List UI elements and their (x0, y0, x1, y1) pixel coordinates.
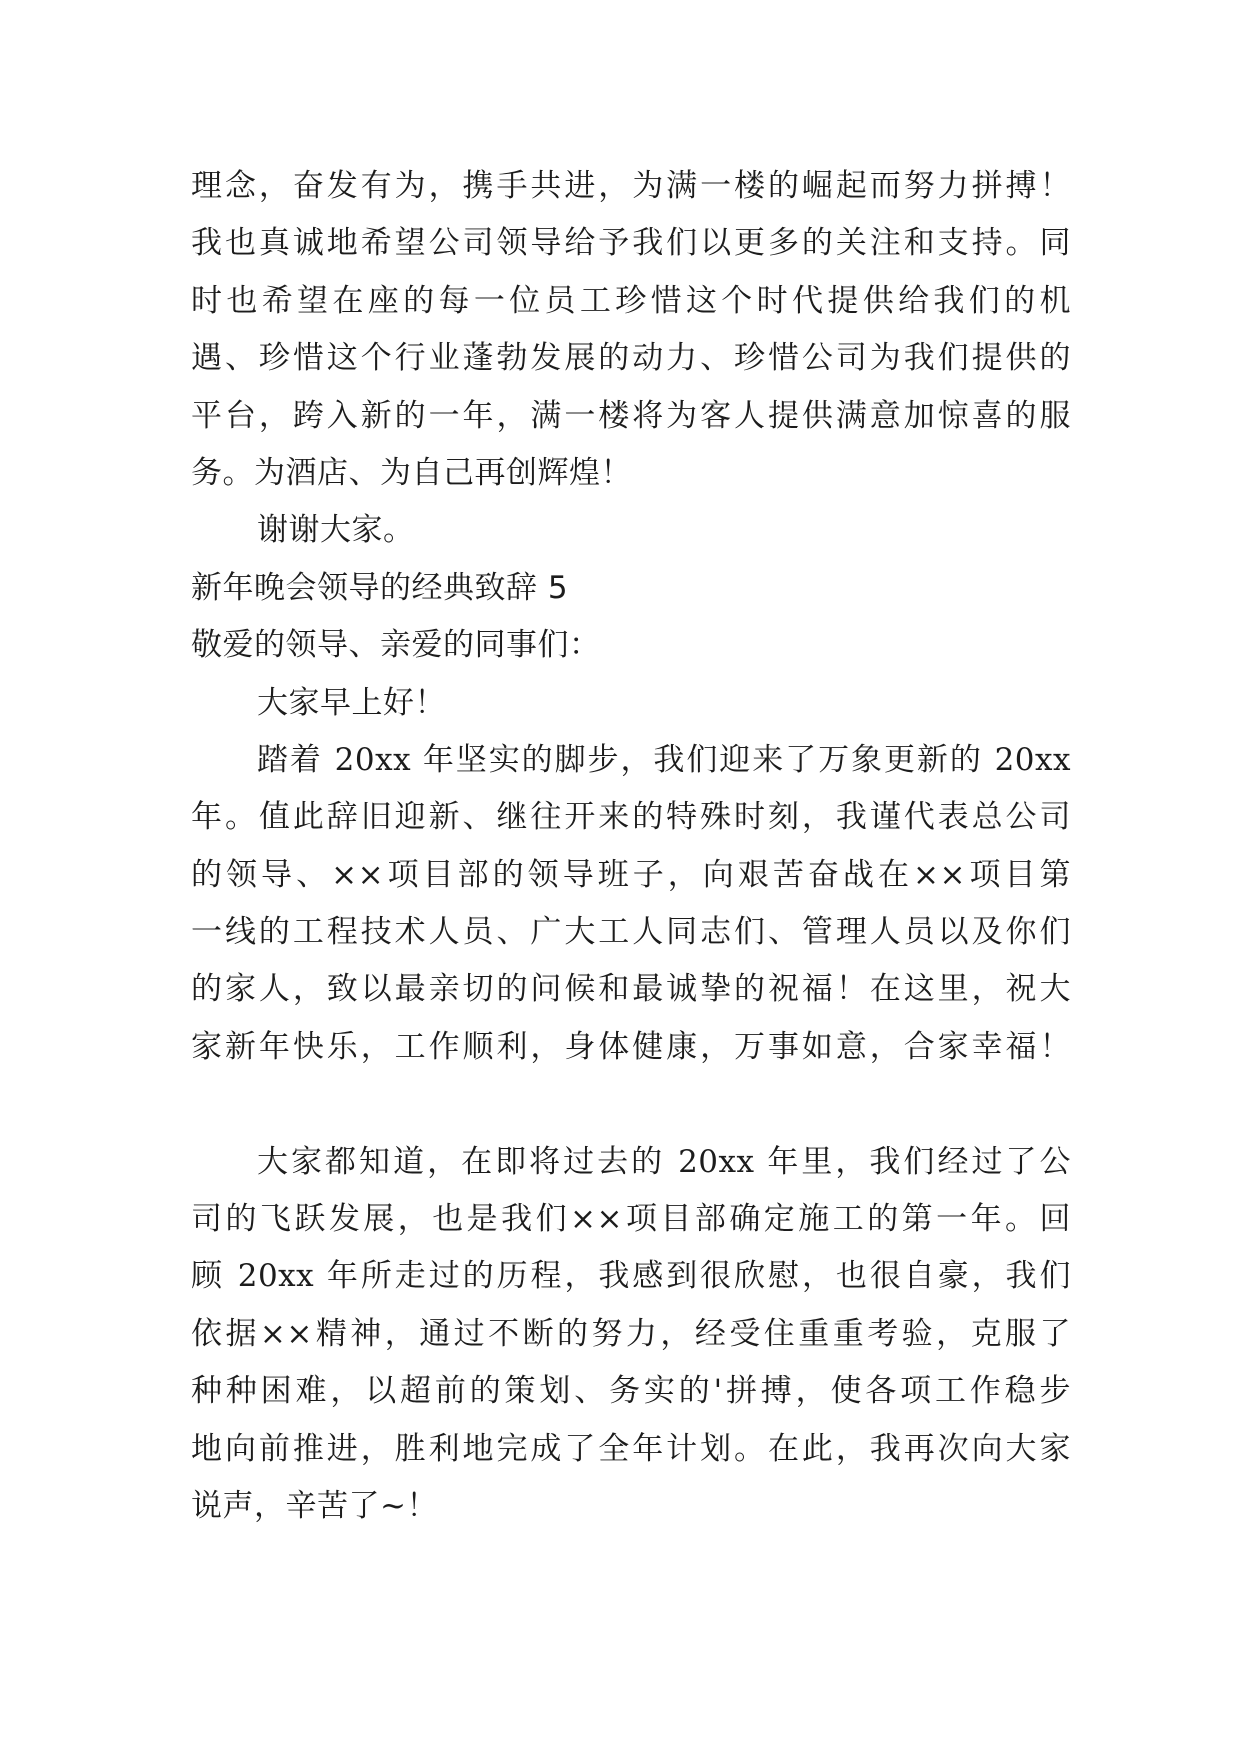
text-line: 踏着 20xx 年坚实的脚步，我们迎来了万象更新的 20xx (257, 741, 1071, 778)
blank-line (191, 1076, 1071, 1133)
text-line: 地向前推进，胜利地完成了全年计划。在此，我再次向大家 (191, 1430, 1071, 1467)
salutation: 敬爱的领导、亲爱的同事们： (191, 627, 601, 664)
greeting: 大家早上好！ (257, 684, 446, 721)
text-line: 遇、珍惜这个行业蓬勃发展的动力、珍惜公司为我们提供的 (191, 340, 1071, 377)
paragraph-closing (191, 158, 1071, 502)
paragraph-new-year (191, 732, 1071, 1076)
text-line: 家新年快乐，工作顺利，身体健康，万事如意，合家幸福！ (191, 1028, 1071, 1065)
text-line: 司的飞跃发展，也是我们××项目部确定施工的第一年。回 (191, 1201, 1071, 1238)
thanks-line: 谢谢大家。 (257, 512, 415, 549)
text-line: 的家人，致以最亲切的问候和最诚挚的祝福！在这里，祝大 (191, 971, 1071, 1008)
text-line: 说声，辛苦了~！ (191, 1487, 438, 1524)
text-line: 顾 20xx 年所走过的历程，我感到很欣慰，也很自豪，我们 (191, 1258, 1071, 1295)
text-line: 理念，奋发有为，携手共进，为满一楼的崛起而努力拼搏！ (191, 168, 1071, 204)
text-line: 大家都知道，在即将过去的 20xx 年里，我们经过了公 (257, 1143, 1071, 1180)
paragraph-review (191, 1134, 1071, 1536)
text-line: 时也希望在座的每一位员工珍惜这个时代提供给我们的机 (191, 282, 1071, 319)
document-body (191, 158, 1071, 1535)
text-line: 平台，跨入新的一年，满一楼将为客人提供满意加惊喜的服 (191, 397, 1071, 434)
text-line: 务。为酒店、为自己再创辉煌！ (191, 454, 632, 491)
text-line: 我也真诚地希望公司领导给予我们以更多的关注和支持。同 (191, 225, 1071, 262)
text-line: 一线的工程技术人员、广大工人同志们、管理人员以及你们 (191, 914, 1071, 951)
text-line: 依据××精神，通过不断的努力，经受住重重考验，克服了 (191, 1315, 1071, 1352)
text-line: 年。值此辞旧迎新、继往开来的特殊时刻，我谨代表总公司 (191, 799, 1071, 836)
section-title: 新年晚会领导的经典致辞 5 (191, 569, 569, 606)
text-line: 的领导、××项目部的领导班子，向艰苦奋战在××项目第 (191, 856, 1071, 893)
text-line: 种种困难，以超前的策划、务实的'拼搏，使各项工作稳步 (191, 1373, 1071, 1410)
